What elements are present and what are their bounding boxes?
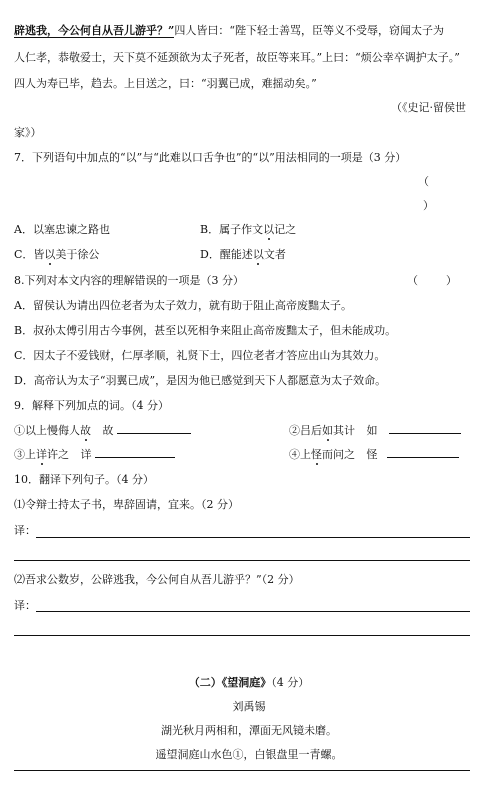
emphasis-dot-char: 详 <box>36 448 47 461</box>
question-8-option-a: A．留侯认为请出四位老者为太子效力，就有助于阻止高帝废黜太子。 <box>14 299 352 312</box>
source-citation-end: 家》） <box>14 126 42 139</box>
passage-line-1 <box>14 24 444 38</box>
question-9-stem: 9．解释下列加点的词。（4 分） <box>14 399 169 412</box>
answer-blank-2[interactable] <box>389 423 461 434</box>
answer-line-2b[interactable] <box>14 635 470 636</box>
translation-label-2: 译： <box>14 599 36 612</box>
poem-line-1: 湖光秋月两相和，潭面无风镜未磨。 <box>161 724 337 737</box>
question-7-option-a: A．以塞忠谏之路也 <box>14 223 110 236</box>
answer-blank-4[interactable] <box>387 447 459 458</box>
bottom-rule <box>14 770 470 771</box>
poem-author: 刘禹锡 <box>232 700 266 713</box>
emphasis-dot-char: 怪 <box>311 448 322 461</box>
question-10-sentence-1: ⑴令辩士持太子书，卑辞固请，宜来。（2 分） <box>14 498 239 511</box>
passage-line-2: 人仁孝，恭敬爱士，天下莫不延颈欲为太子死者，故臣等来耳。”上曰：“烦公幸卒调护太子。” <box>14 51 460 64</box>
answer-line-2a[interactable] <box>36 611 470 612</box>
question-10-stem: 10．翻译下列句子。（4 分） <box>14 473 154 486</box>
question-9-item-1: ①以上慢侮人故 故 <box>14 423 191 438</box>
passage-line-1-rest: 四人皆曰：“陛下轻士善骂，臣等义不受辱，窃闻太子为 <box>174 24 444 37</box>
question-10-sentence-2: ⑵吾求公数岁，公辟逃我，今公何自从吾儿游乎？”（2 分） <box>14 573 300 586</box>
question-7-paren-close: ） <box>423 199 434 212</box>
emphasis-dot-char: 以 <box>44 248 56 261</box>
answer-line-1b[interactable] <box>14 560 470 561</box>
emphasis-dot-char: 以 <box>252 248 264 261</box>
question-8-option-c: C．因太子不爱钱财，仁厚孝顺，礼贤下士，四位老者才答应出山为其效力。 <box>14 349 386 362</box>
question-9-item-3: ③上详许之 详 <box>14 447 175 462</box>
question-9-item-2: ②吕后如其计 如 <box>289 423 461 438</box>
answer-blank-1[interactable] <box>117 423 191 434</box>
passage-line-3: 四人为寿已毕，趋去。上目送之，曰：“羽翼已成，难摇动矣。” <box>14 77 317 90</box>
question-8-option-d: D．高帝认为太子“羽翼已成”，是因为他已感觉到天下人都愿意为太子效命。 <box>14 374 387 387</box>
question-8-answer-paren: （ ） <box>407 274 457 287</box>
question-8-option-b: B．叔孙太傅引用古今事例，甚至以死相争来阻止高帝废黜太子，但未能成功。 <box>14 324 397 337</box>
question-9-item-4: ④上怪而问之 怪 <box>289 447 459 462</box>
poem-line-2: 遥望洞庭山水色①，白银盘里一青螺。 <box>155 748 343 761</box>
emphasis-dot-char: 如 <box>322 424 333 437</box>
answer-blank-3[interactable] <box>95 447 175 458</box>
emphasis-dot-char: 以 <box>263 223 275 236</box>
question-7-paren-open: （ <box>418 175 429 188</box>
poem-heading: （二）《望洞庭》（4 分） <box>188 676 310 689</box>
question-7-stem: 7．下列语句中加点的“以”与“此难以口舌争也”的“以”用法相同的一项是（3 分） <box>14 151 407 164</box>
question-7-option-d: D．醒能述以文者 <box>200 248 286 261</box>
question-8-stem: 8.下列对本文内容的理解错误的一项是（3 分） <box>14 274 244 287</box>
passage-underlined-phrase: 辟逃我，今公何自从吾儿游乎？” <box>14 24 175 37</box>
emphasis-dot-char: 故 <box>80 424 91 437</box>
question-7-option-b: B．属子作文以记之 <box>200 223 297 236</box>
translation-label-1: 译： <box>14 524 36 537</box>
answer-line-1a[interactable] <box>36 537 470 538</box>
question-7-option-c: C．皆以美于徐公 <box>14 248 100 261</box>
source-citation: （《史记·留侯世 <box>391 101 466 114</box>
